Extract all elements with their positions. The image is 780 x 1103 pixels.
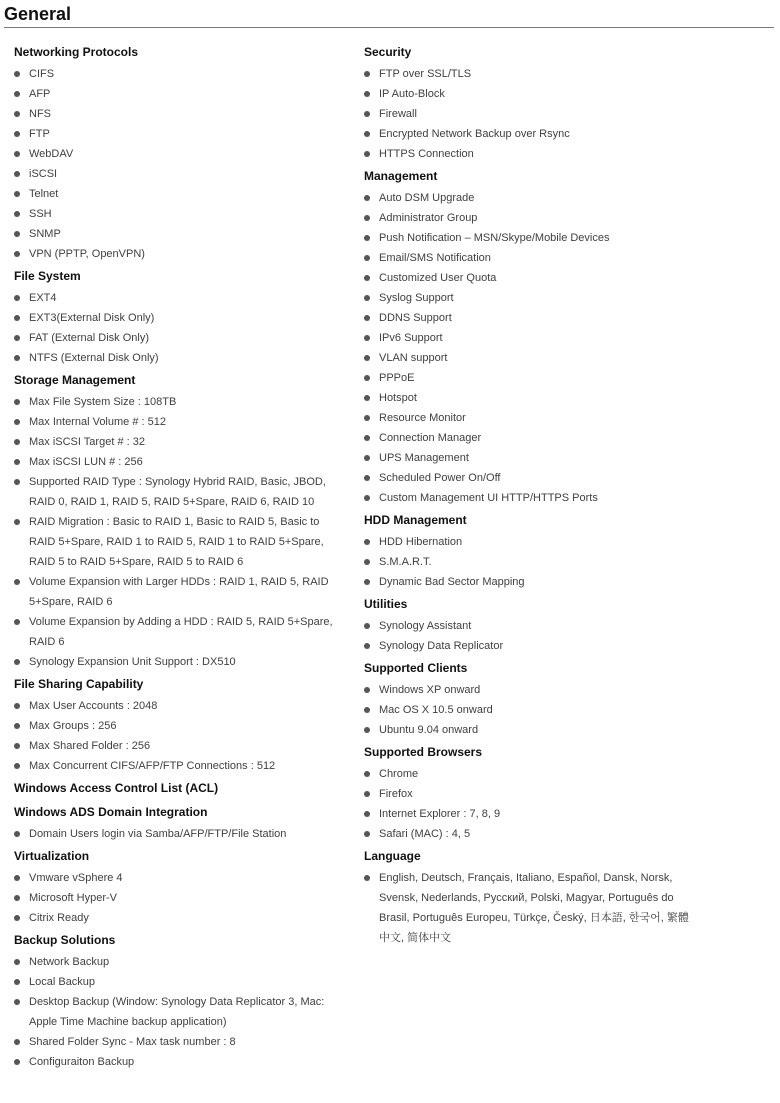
section-heading-security: Security (364, 45, 412, 59)
list-item-text: Mac OS X 10.5 onward (379, 704, 493, 716)
section-heading-language: Language (364, 849, 421, 863)
list-item (364, 144, 689, 164)
list-item (364, 804, 689, 824)
bullet-icon (364, 455, 370, 461)
list-item (14, 104, 334, 124)
bullet-icon (14, 979, 20, 985)
section-heading-management: Management (364, 169, 438, 183)
list-item (14, 144, 334, 164)
list-item-text: S.M.A.R.T. (379, 556, 432, 568)
list-item-text: FTP over SSL/TLS (379, 68, 472, 80)
list-item-text: Internet Explorer : 7, 8, 9 (379, 808, 501, 820)
bullet-icon (14, 743, 20, 749)
bullet-icon (14, 479, 20, 485)
list-item-text: Firewall (379, 108, 417, 120)
page-title: General (4, 4, 72, 24)
bullet-icon (14, 1059, 20, 1065)
section-heading-windows-ads-domain-integration: Windows ADS Domain Integration (14, 805, 208, 819)
list-item-text: Volume Expansion with Larger HDDs : RAID 1, RAID 5, RAID 5+Spare, RAID 6 (29, 576, 329, 608)
feature-list (14, 952, 334, 1072)
list-item (14, 972, 334, 992)
bullet-icon (364, 295, 370, 301)
list-item-text: Syslog Support (379, 292, 454, 304)
bullet-icon (14, 231, 20, 237)
list-item (364, 248, 689, 268)
list-item-text: NFS (29, 108, 51, 120)
feature-list (14, 392, 334, 672)
bullet-icon (364, 91, 370, 97)
section-heading-backup-solutions: Backup Solutions (14, 933, 116, 947)
list-item (14, 512, 334, 572)
bullet-icon (364, 255, 370, 261)
list-item-text: VPN (PPTP, OpenVPN) (29, 248, 145, 260)
feature-list (364, 532, 689, 592)
bullet-icon (14, 895, 20, 901)
section-heading-utilities: Utilities (364, 597, 408, 611)
list-item (364, 572, 689, 592)
list-item (14, 952, 334, 972)
bullet-icon (14, 171, 20, 177)
bullet-icon (14, 315, 20, 321)
list-item (14, 868, 334, 888)
list-item (14, 412, 334, 432)
list-item-text: Volume Expansion by Adding a HDD : RAID 5, RAID 5+Spare, RAID 6 (29, 616, 333, 648)
list-item (14, 888, 334, 908)
bullet-icon (14, 875, 20, 881)
list-item-text: WebDAV (29, 148, 74, 160)
list-item-text: Microsoft Hyper-V (29, 892, 118, 904)
list-item (364, 532, 689, 552)
list-item-text: AFP (29, 88, 51, 100)
bullet-icon (14, 959, 20, 965)
bullet-icon (364, 687, 370, 693)
list-item-text: Desktop Backup (Window: Synology Data Replicator 3, Mac: Apple Time Machine backup application) (29, 996, 325, 1028)
list-item-text: EXT3(External Disk Only) (29, 312, 155, 324)
list-item-text: Email/SMS Notification (379, 252, 491, 264)
bullet-icon (364, 71, 370, 77)
section-heading-storage-management: Storage Management (14, 373, 136, 387)
list-item-text: Scheduled Power On/Off (379, 472, 501, 484)
list-item-text: Connection Manager (379, 432, 482, 444)
section-heading-hdd-management: HDD Management (364, 513, 467, 527)
list-item (14, 572, 334, 612)
list-item (14, 244, 334, 264)
list-item-text: EXT4 (29, 292, 57, 304)
list-item-text: Chrome (379, 768, 419, 780)
list-item (364, 348, 689, 368)
list-item (14, 1052, 334, 1072)
bullet-icon (14, 519, 20, 525)
list-item-text: RAID Migration : Basic to RAID 1, Basic to RAID 5, Basic to RAID 5+Spare, RAID 1 to RAID 5, RAID 1 to RAID 5+Spare, RAID 5 to RAID 5+Spare, RAID 5 to RAID 6 (29, 516, 324, 568)
list-item-text: Max File System Size : 108TB (29, 396, 177, 408)
bullet-icon (14, 419, 20, 425)
list-item-text: Windows XP onward (379, 684, 481, 696)
list-item-text: Domain Users login via Samba/AFP/FTP/File Station (29, 828, 287, 840)
list-item (364, 124, 689, 144)
list-item-text: Max iSCSI LUN # : 256 (29, 456, 143, 468)
list-item (364, 680, 689, 700)
bullet-icon (364, 335, 370, 341)
list-item-text: VLAN support (379, 352, 448, 364)
list-item-text: Dynamic Bad Sector Mapping (379, 576, 525, 588)
bullet-icon (364, 215, 370, 221)
list-item (364, 188, 689, 208)
list-item (364, 428, 689, 448)
bullet-icon (14, 619, 20, 625)
bullet-icon (14, 191, 20, 197)
bullet-icon (364, 539, 370, 545)
list-item (14, 452, 334, 472)
list-item-text: Shared Folder Sync - Max task number : 8 (29, 1036, 236, 1048)
list-item-text: NTFS (External Disk Only) (29, 352, 159, 364)
list-item-text: Vmware vSphere 4 (29, 872, 123, 884)
list-item (14, 308, 334, 328)
list-item-text: IPv6 Support (379, 332, 443, 344)
list-item (364, 408, 689, 428)
list-item-text: iSCSI (29, 168, 58, 180)
list-item-text: Custom Management UI HTTP/HTTPS Ports (379, 492, 598, 504)
list-item (364, 368, 689, 388)
list-item-text: Ubuntu 9.04 onward (379, 724, 479, 736)
list-item-text: Max iSCSI Target # : 32 (29, 436, 145, 448)
list-item-text: Auto DSM Upgrade (379, 192, 475, 204)
bullet-icon (364, 315, 370, 321)
list-item (364, 488, 689, 508)
feature-list (14, 288, 334, 368)
list-item (14, 736, 334, 756)
bullet-icon (364, 151, 370, 157)
bullet-icon (364, 811, 370, 817)
feature-list (14, 868, 334, 928)
list-item (14, 652, 334, 672)
list-item (364, 268, 689, 288)
bullet-icon (14, 579, 20, 585)
feature-list (14, 824, 334, 844)
list-item-text: Max Groups : 256 (29, 720, 117, 732)
bullet-icon (364, 771, 370, 777)
list-item (14, 756, 334, 776)
list-item (364, 784, 689, 804)
list-item (364, 616, 689, 636)
list-item-text: Citrix Ready (29, 912, 89, 924)
list-item-text: Customized User Quota (379, 272, 497, 284)
bullet-icon (364, 195, 370, 201)
bullet-icon (364, 495, 370, 501)
list-item (14, 64, 334, 84)
right-column (364, 40, 689, 948)
list-item-text: HTTPS Connection (379, 148, 474, 160)
bullet-icon (364, 579, 370, 585)
list-item (14, 432, 334, 452)
bullet-icon (364, 707, 370, 713)
bullet-icon (364, 559, 370, 565)
list-item (14, 612, 334, 652)
list-item (364, 388, 689, 408)
bullet-icon (364, 435, 370, 441)
list-item (364, 720, 689, 740)
bullet-icon (14, 91, 20, 97)
bullet-icon (14, 71, 20, 77)
list-item (14, 1032, 334, 1052)
bullet-icon (364, 355, 370, 361)
list-item-text: FAT (External Disk Only) (29, 332, 150, 344)
bullet-icon (14, 439, 20, 445)
list-item-text: Max Internal Volume # : 512 (29, 416, 166, 428)
bullet-icon (14, 111, 20, 117)
bullet-icon (364, 415, 370, 421)
list-item (14, 164, 334, 184)
list-item-text: English, Deutsch, Français, Italiano, Español, Dansk, Norsk, Svensk, Nederlands, Русский, Polski, Magyar, Português do Brasil, Português Europeu, Türkçe, Český, 日本語, 한국어, 繁體中文, 简体中文 (379, 872, 689, 944)
list-item-text: Synology Expansion Unit Support : DX510 (29, 656, 236, 668)
list-item-text: Network Backup (29, 956, 110, 968)
section-heading-file-sharing-capability: File Sharing Capability (14, 677, 144, 691)
list-item (14, 224, 334, 244)
section-heading-networking-protocols: Networking Protocols (14, 45, 139, 59)
list-item-text: Hotspot (379, 392, 417, 404)
list-item (364, 764, 689, 784)
list-item-text: FTP (29, 128, 50, 140)
bullet-icon (364, 275, 370, 281)
bullet-icon (14, 355, 20, 361)
bullet-icon (364, 375, 370, 381)
list-item-text: Safari (MAC) : 4, 5 (379, 828, 471, 840)
list-item (14, 288, 334, 308)
list-item (364, 700, 689, 720)
bullet-icon (14, 999, 20, 1005)
bullet-icon (14, 335, 20, 341)
list-item (364, 824, 689, 844)
bullet-icon (364, 131, 370, 137)
list-item (14, 184, 334, 204)
list-item-text: HDD Hibernation (379, 536, 463, 548)
bullet-icon (14, 459, 20, 465)
bullet-icon (14, 295, 20, 301)
feature-list (364, 188, 689, 508)
list-item-text: UPS Management (379, 452, 469, 464)
list-item-text: SSH (29, 208, 52, 220)
list-item-text: Firefox (379, 788, 413, 800)
feature-list (364, 64, 689, 164)
list-item (364, 468, 689, 488)
bullet-icon (14, 723, 20, 729)
list-item-text: Synology Data Replicator (379, 640, 504, 652)
list-item-text: CIFS (29, 68, 55, 80)
section-heading-windows-access-control-list-acl: Windows Access Control List (ACL) (14, 781, 219, 795)
list-item (364, 448, 689, 468)
list-item (14, 472, 334, 512)
bullet-icon (14, 703, 20, 709)
bullet-icon (364, 831, 370, 837)
list-item (364, 64, 689, 84)
list-item-text: Max Shared Folder : 256 (29, 740, 151, 752)
list-item-text: Administrator Group (379, 212, 478, 224)
bullet-icon (364, 475, 370, 481)
feature-list (14, 64, 334, 264)
bullet-icon (364, 395, 370, 401)
list-item (14, 392, 334, 412)
bullet-icon (364, 875, 370, 881)
list-item (14, 84, 334, 104)
list-item-text: Synology Assistant (379, 620, 472, 632)
list-item-text: DDNS Support (379, 312, 452, 324)
list-item-text: Resource Monitor (379, 412, 466, 424)
section-heading-file-system: File System (14, 269, 81, 283)
list-item (14, 204, 334, 224)
feature-list (364, 680, 689, 740)
list-item-text: IP Auto-Block (379, 88, 445, 100)
bullet-icon (14, 659, 20, 665)
feature-list (364, 764, 689, 844)
bullet-icon (14, 251, 20, 257)
list-item (364, 308, 689, 328)
list-item (14, 908, 334, 928)
list-item (364, 228, 689, 248)
bullet-icon (14, 131, 20, 137)
list-item (364, 208, 689, 228)
list-item-text: Push Notification – MSN/Skype/Mobile Devices (379, 232, 610, 244)
list-item (14, 696, 334, 716)
bullet-icon (364, 791, 370, 797)
feature-list (364, 616, 689, 656)
bullet-icon (14, 831, 20, 837)
list-item (364, 328, 689, 348)
list-item-text: Supported RAID Type : Synology Hybrid RAID, Basic, JBOD, RAID 0, RAID 1, RAID 5, RAID 5+Spare, RAID 6, RAID 10 (29, 476, 326, 508)
bullet-icon (364, 643, 370, 649)
section-heading-virtualization: Virtualization (14, 849, 90, 863)
list-item-text: Max User Accounts : 2048 (29, 700, 158, 712)
list-item-text: SNMP (29, 228, 61, 240)
list-item (364, 552, 689, 572)
section-heading-supported-clients: Supported Clients (364, 661, 468, 675)
list-item (14, 328, 334, 348)
section-heading-supported-browsers: Supported Browsers (364, 745, 483, 759)
list-item-text: Configuraiton Backup (29, 1056, 135, 1068)
title-divider (4, 27, 774, 28)
bullet-icon (364, 623, 370, 629)
bullet-icon (14, 763, 20, 769)
list-item (14, 716, 334, 736)
bullet-icon (14, 1039, 20, 1045)
list-item (364, 84, 689, 104)
list-item (364, 288, 689, 308)
bullet-icon (14, 151, 20, 157)
list-item-text: Local Backup (29, 976, 96, 988)
list-item (14, 992, 334, 1032)
left-column (14, 40, 334, 1072)
bullet-icon (364, 111, 370, 117)
bullet-icon (14, 211, 20, 217)
list-item (364, 104, 689, 124)
feature-list (14, 696, 334, 776)
list-item (14, 124, 334, 144)
feature-list (364, 868, 689, 948)
list-item-text: Encrypted Network Backup over Rsync (379, 128, 570, 140)
list-item (14, 824, 334, 844)
list-item (364, 868, 689, 948)
list-item-text: Max Concurrent CIFS/AFP/FTP Connections : 512 (29, 760, 276, 772)
bullet-icon (14, 399, 20, 405)
bullet-icon (14, 915, 20, 921)
list-item (364, 636, 689, 656)
bullet-icon (364, 727, 370, 733)
bullet-icon (364, 235, 370, 241)
list-item (14, 348, 334, 368)
list-item-text: Telnet (29, 188, 59, 200)
list-item-text: PPPoE (379, 372, 415, 384)
